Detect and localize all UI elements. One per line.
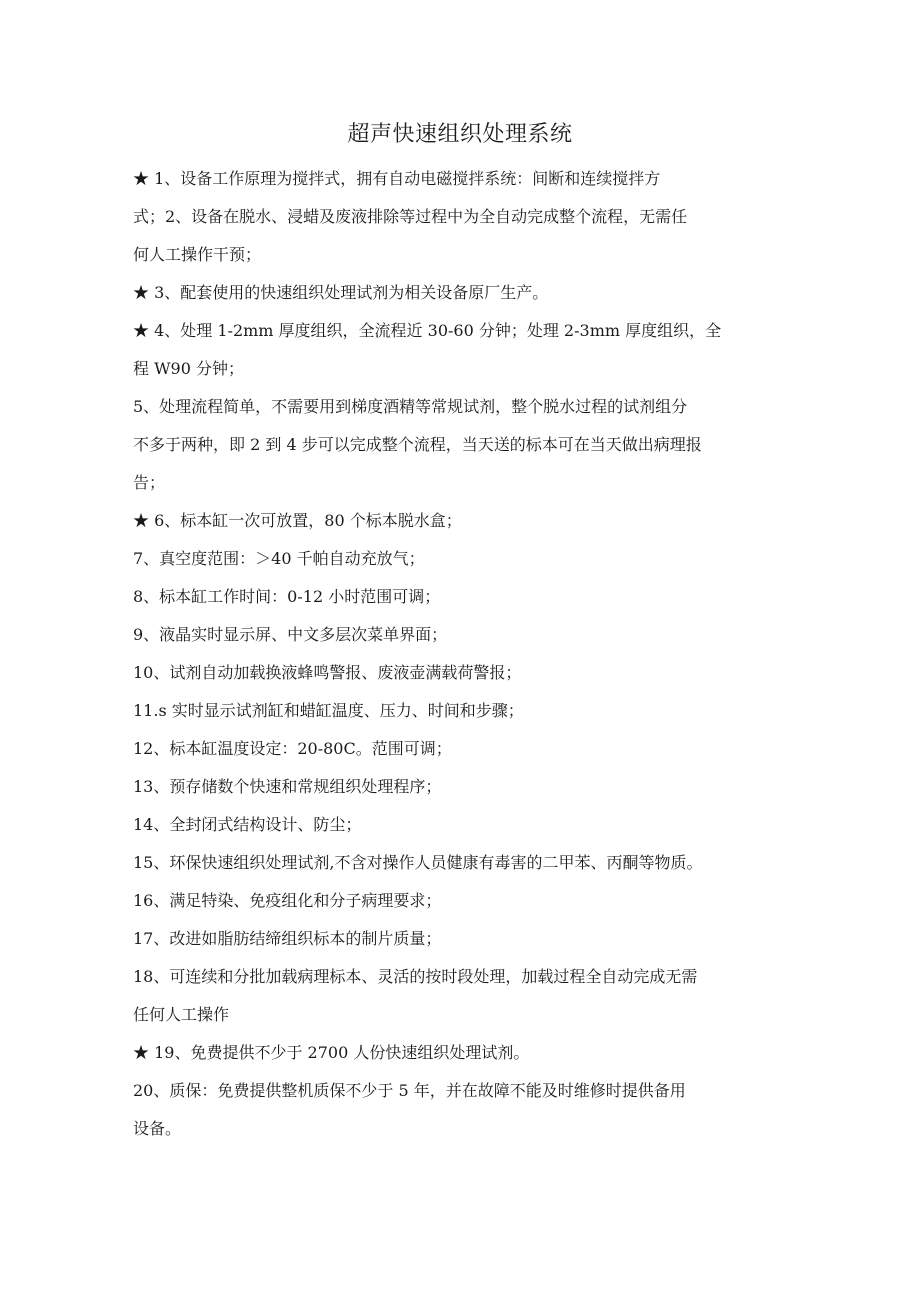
spec-line: 16、满足特染、免疫组化和分子病理要求； [133, 891, 442, 910]
spec-line: 15、环保快速组织处理试剂,不含对操作人员健康有毒害的二甲苯、丙酮等物质。 [133, 853, 703, 872]
spec-paragraph [133, 920, 795, 958]
spec-paragraph [133, 730, 795, 768]
spec-line: 11.s 实时显示试剂缸和蜡缸温度、压力、时间和步骤； [133, 701, 524, 720]
spec-paragraph [133, 958, 795, 1034]
spec-paragraph [133, 844, 795, 882]
spec-line: 5、处理流程简单，不需要用到梯度酒精等常规试剂，整个脱水过程的试剂组分 [133, 397, 688, 416]
spec-line: 9、液晶实时显示屏、中文多层次菜单界面； [133, 625, 448, 644]
spec-line: 14、全封闭式结构设计、防尘； [133, 815, 362, 834]
spec-line: 告； [133, 473, 166, 492]
spec-paragraph [133, 312, 795, 388]
spec-paragraph [133, 1034, 795, 1072]
spec-paragraph [133, 654, 795, 692]
spec-paragraph [133, 160, 795, 274]
spec-line: ★ 19、免费提供不少于 2700 人份快速组织处理试剂。 [133, 1043, 530, 1062]
spec-line: ★ 3、配套使用的快速组织处理试剂为相关设备原厂生产。 [133, 283, 549, 302]
spec-paragraph [133, 1072, 795, 1148]
spec-line: 10、试剂自动加载换液蜂鸣警报、废液壶满载荷警报； [133, 663, 522, 682]
spec-line: 12、标本缸温度设定：20-80C。范围可调； [133, 739, 452, 758]
spec-paragraph [133, 578, 795, 616]
spec-line: 18、可连续和分批加载病理标本、灵活的按时段处理，加载过程全自动完成无需 [133, 967, 698, 986]
spec-line: 程 W90 分钟； [133, 359, 244, 378]
document-title: 超声快速组织处理系统 [347, 122, 573, 147]
spec-line: 何人工操作干预； [133, 245, 262, 264]
spec-line: ★ 4、处理 1-2mm 厚度组织，全流程近 30-60 分钟；处理 2-3mm 厚度组织，全 [133, 321, 722, 340]
spec-line: 不多于两种，即 2 到 4 步可以完成整个流程，当天送的标本可在当天做出病理报 [133, 435, 702, 454]
spec-line: 式；2、设备在脱水、浸蜡及废液排除等过程中为全自动完成整个流程，无需任 [133, 207, 688, 226]
spec-line: 17、改进如脂肪结缔组织标本的制片质量； [133, 929, 442, 948]
spec-line: 7、真空度范围：＞40 千帕自动充放气； [133, 549, 425, 568]
spec-paragraph [133, 768, 795, 806]
spec-line: 设备。 [133, 1119, 182, 1138]
spec-line: 20、质保：免费提供整机质保不少于 5 年，并在故障不能及时维修时提供备用 [133, 1081, 686, 1100]
spec-paragraph [133, 502, 795, 540]
spec-paragraph [133, 274, 795, 312]
spec-line: ★ 6、标本缸一次可放置，80 个标本脱水盒； [133, 511, 462, 530]
spec-paragraph [133, 806, 795, 844]
spec-line: 任何人工操作 [133, 1005, 230, 1024]
spec-paragraph [133, 388, 795, 502]
spec-line: 13、预存储数个快速和常规组织处理程序； [133, 777, 442, 796]
document-body [133, 160, 795, 1148]
spec-line: 8、标本缸工作时间：0-12 小时范围可调； [133, 587, 441, 606]
spec-paragraph [133, 692, 795, 730]
spec-paragraph [133, 882, 795, 920]
spec-paragraph [133, 540, 795, 578]
spec-line: ★ 1、设备工作原理为搅拌式，拥有自动电磁搅拌系统：间断和连续搅拌方 [133, 169, 661, 188]
spec-paragraph [133, 616, 795, 654]
